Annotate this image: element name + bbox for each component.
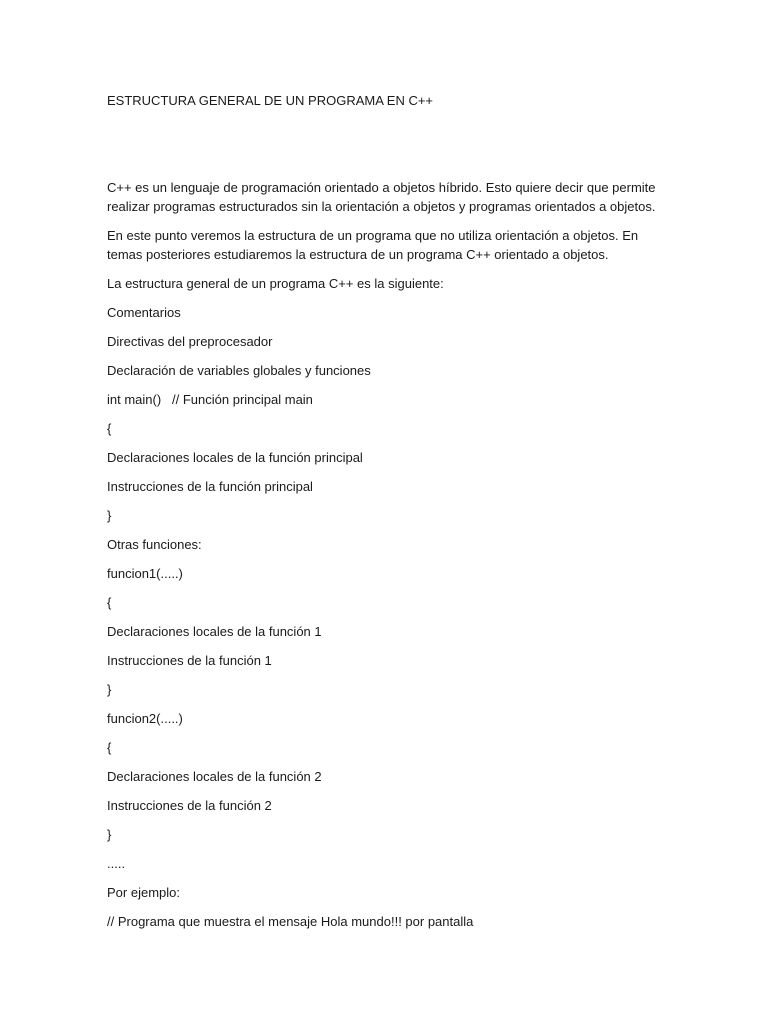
structure-line: Declaración de variables globales y funciones	[107, 363, 371, 378]
structure-line: funcion1(.....)	[107, 566, 183, 581]
structure-line: {	[107, 740, 112, 755]
structure-intro-line: La estructura general de un programa C++ es la siguiente:	[107, 276, 444, 291]
structure-line: }	[107, 682, 112, 697]
structure-line: Comentarios	[107, 305, 181, 320]
structure-line: Instrucciones de la función 2	[107, 798, 272, 813]
document-body	[107, 178, 667, 941]
example-comment-line: // Programa que muestra el mensaje Hola mundo!!! por pantalla	[107, 914, 474, 929]
structure-line: Instrucciones de la función principal	[107, 479, 313, 494]
structure-line: }	[107, 827, 112, 842]
intro-paragraph: C++ es un lenguaje de programación orientado a objetos híbrido. Esto quiere decir que permite realizar programas estructurados sin la orientación a objetos y programas orientados a objetos.	[107, 180, 656, 214]
scope-paragraph: En este punto veremos la estructura de un programa que no utiliza orientación a objetos. En temas posteriores estudiaremos la estructura de un programa C++ orientado a objetos.	[107, 228, 639, 262]
structure-line: {	[107, 595, 112, 610]
example-heading: Por ejemplo:	[107, 885, 180, 900]
structure-line: int main() // Función principal main	[107, 392, 313, 407]
structure-line: {	[107, 421, 112, 436]
structure-line: Declaraciones locales de la función 1	[107, 624, 322, 639]
document-title: ESTRUCTURA GENERAL DE UN PROGRAMA EN C++	[107, 93, 434, 108]
structure-line: .....	[107, 856, 126, 871]
structure-line: }	[107, 508, 112, 523]
structure-line: Instrucciones de la función 1	[107, 653, 272, 668]
structure-line: funcion2(.....)	[107, 711, 183, 726]
structure-line: Otras funciones:	[107, 537, 202, 552]
structure-line: Declaraciones locales de la función principal	[107, 450, 363, 465]
structure-line: Directivas del preprocesador	[107, 334, 273, 349]
structure-line: Declaraciones locales de la función 2	[107, 769, 322, 784]
